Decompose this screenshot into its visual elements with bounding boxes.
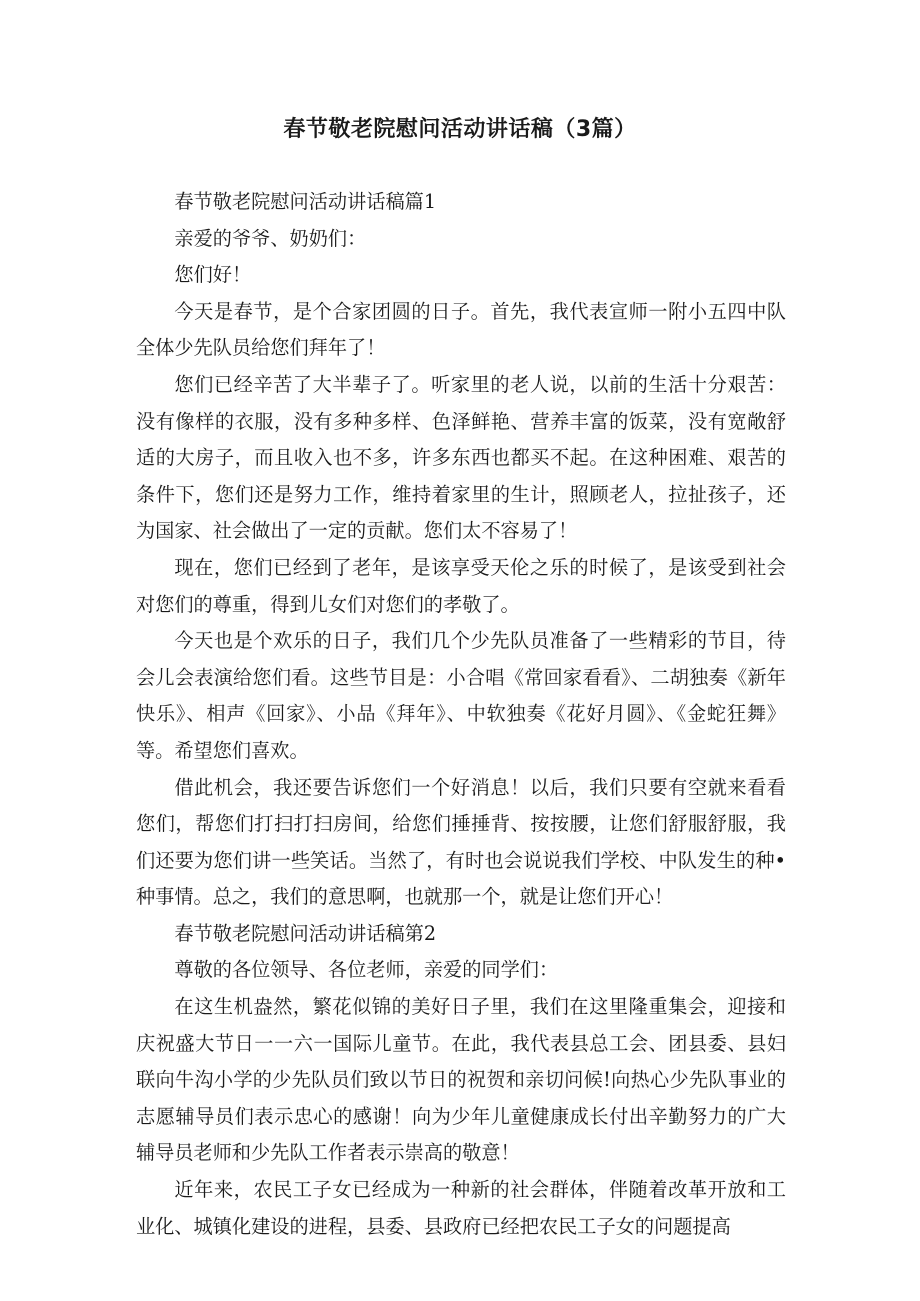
document-title: 春节敬老院慰问活动讲话稿（3篇） (283, 117, 637, 142)
section-heading-1: 春节敬老院慰问活动讲话稿篇1 (174, 190, 437, 213)
body-paragraph: 借此机会，我还要告诉您们一个好消息！以后，我们只要有空就来看看您们，帮您们打扫打扫房间，给您们捶捶背、按按腰，让您们舒服舒服，我们还要为您们讲一些笑话。当然了，有时也会说说我们学校、中队发生的种•种事情。总之，我们的意思啊，也就那一个，就是让您们开心！ (136, 775, 786, 909)
greeting: 您们好！ (174, 263, 252, 287)
body-paragraph: 今天是春节，是个合家团圆的日子。首先，我代表宣师一附小五四中队全体少先队员给您们拜年了！ (136, 299, 786, 360)
salutation: 尊敬的各位领导、各位老师，亲爱的同学们： (174, 958, 559, 982)
body-paragraph: 今天也是个欢乐的日子，我们几个少先队员准备了一些精彩的节目，待会儿会表演给您们看。这些节目是：小合唱《常回家看看》、二胡独奏《新年快乐》、相声《回家》、小品《拜年》、中软独奏《花好月圆》、《金蛇狂舞》等。希望您们喜欢。 (136, 629, 786, 762)
body-paragraph: 现在，您们已经到了老年，是该享受天伦之乐的时候了，是该受到社会对您们的尊重，得到儿女们对您们的孝敬了。 (136, 555, 786, 616)
document-body (136, 184, 786, 1245)
body-paragraph: 近年来，农民工子女已经成为一种新的社会群体，伴随着改革开放和工业化、城镇化建设的进程，县委、县政府已经把农民工子女的问题提高 (136, 1178, 786, 1238)
section-heading-2: 春节敬老院慰问活动讲话稿第2 (174, 921, 437, 945)
body-paragraph: 在这生机盎然，繁花似锦的美好日子里，我们在这里隆重集会，迎接和庆祝盛大节日一一六一国际儿童节。在此，我代表县总工会、团县委、县妇联向牛沟小学的少先队员们致以节日的祝贺和亲切问候!向热心少先队事业的志愿辅导员们表示忠心的感谢！向为少年儿童健康成长付出辛勤努力的广大辅导员老师和少先队工作者表示崇高的敬意！ (136, 995, 786, 1165)
salutation: 亲爱的爷爷、奶奶们： (174, 226, 367, 250)
body-paragraph: 您们已经辛苦了大半辈子了。听家里的老人说，以前的生活十分艰苦：没有像样的衣服，没有多种多样、色泽鲜艳、营养丰富的饭菜，没有宽敞舒适的大房子，而且收入也不多，许多东西也都买不起。在这种困难、艰苦的条件下，您们还是努力工作，维持着家里的生计，照顾老人，拉扯孩子，还为国家、社会做出了一定的贡献。您们太不容易了！ (136, 372, 786, 543)
